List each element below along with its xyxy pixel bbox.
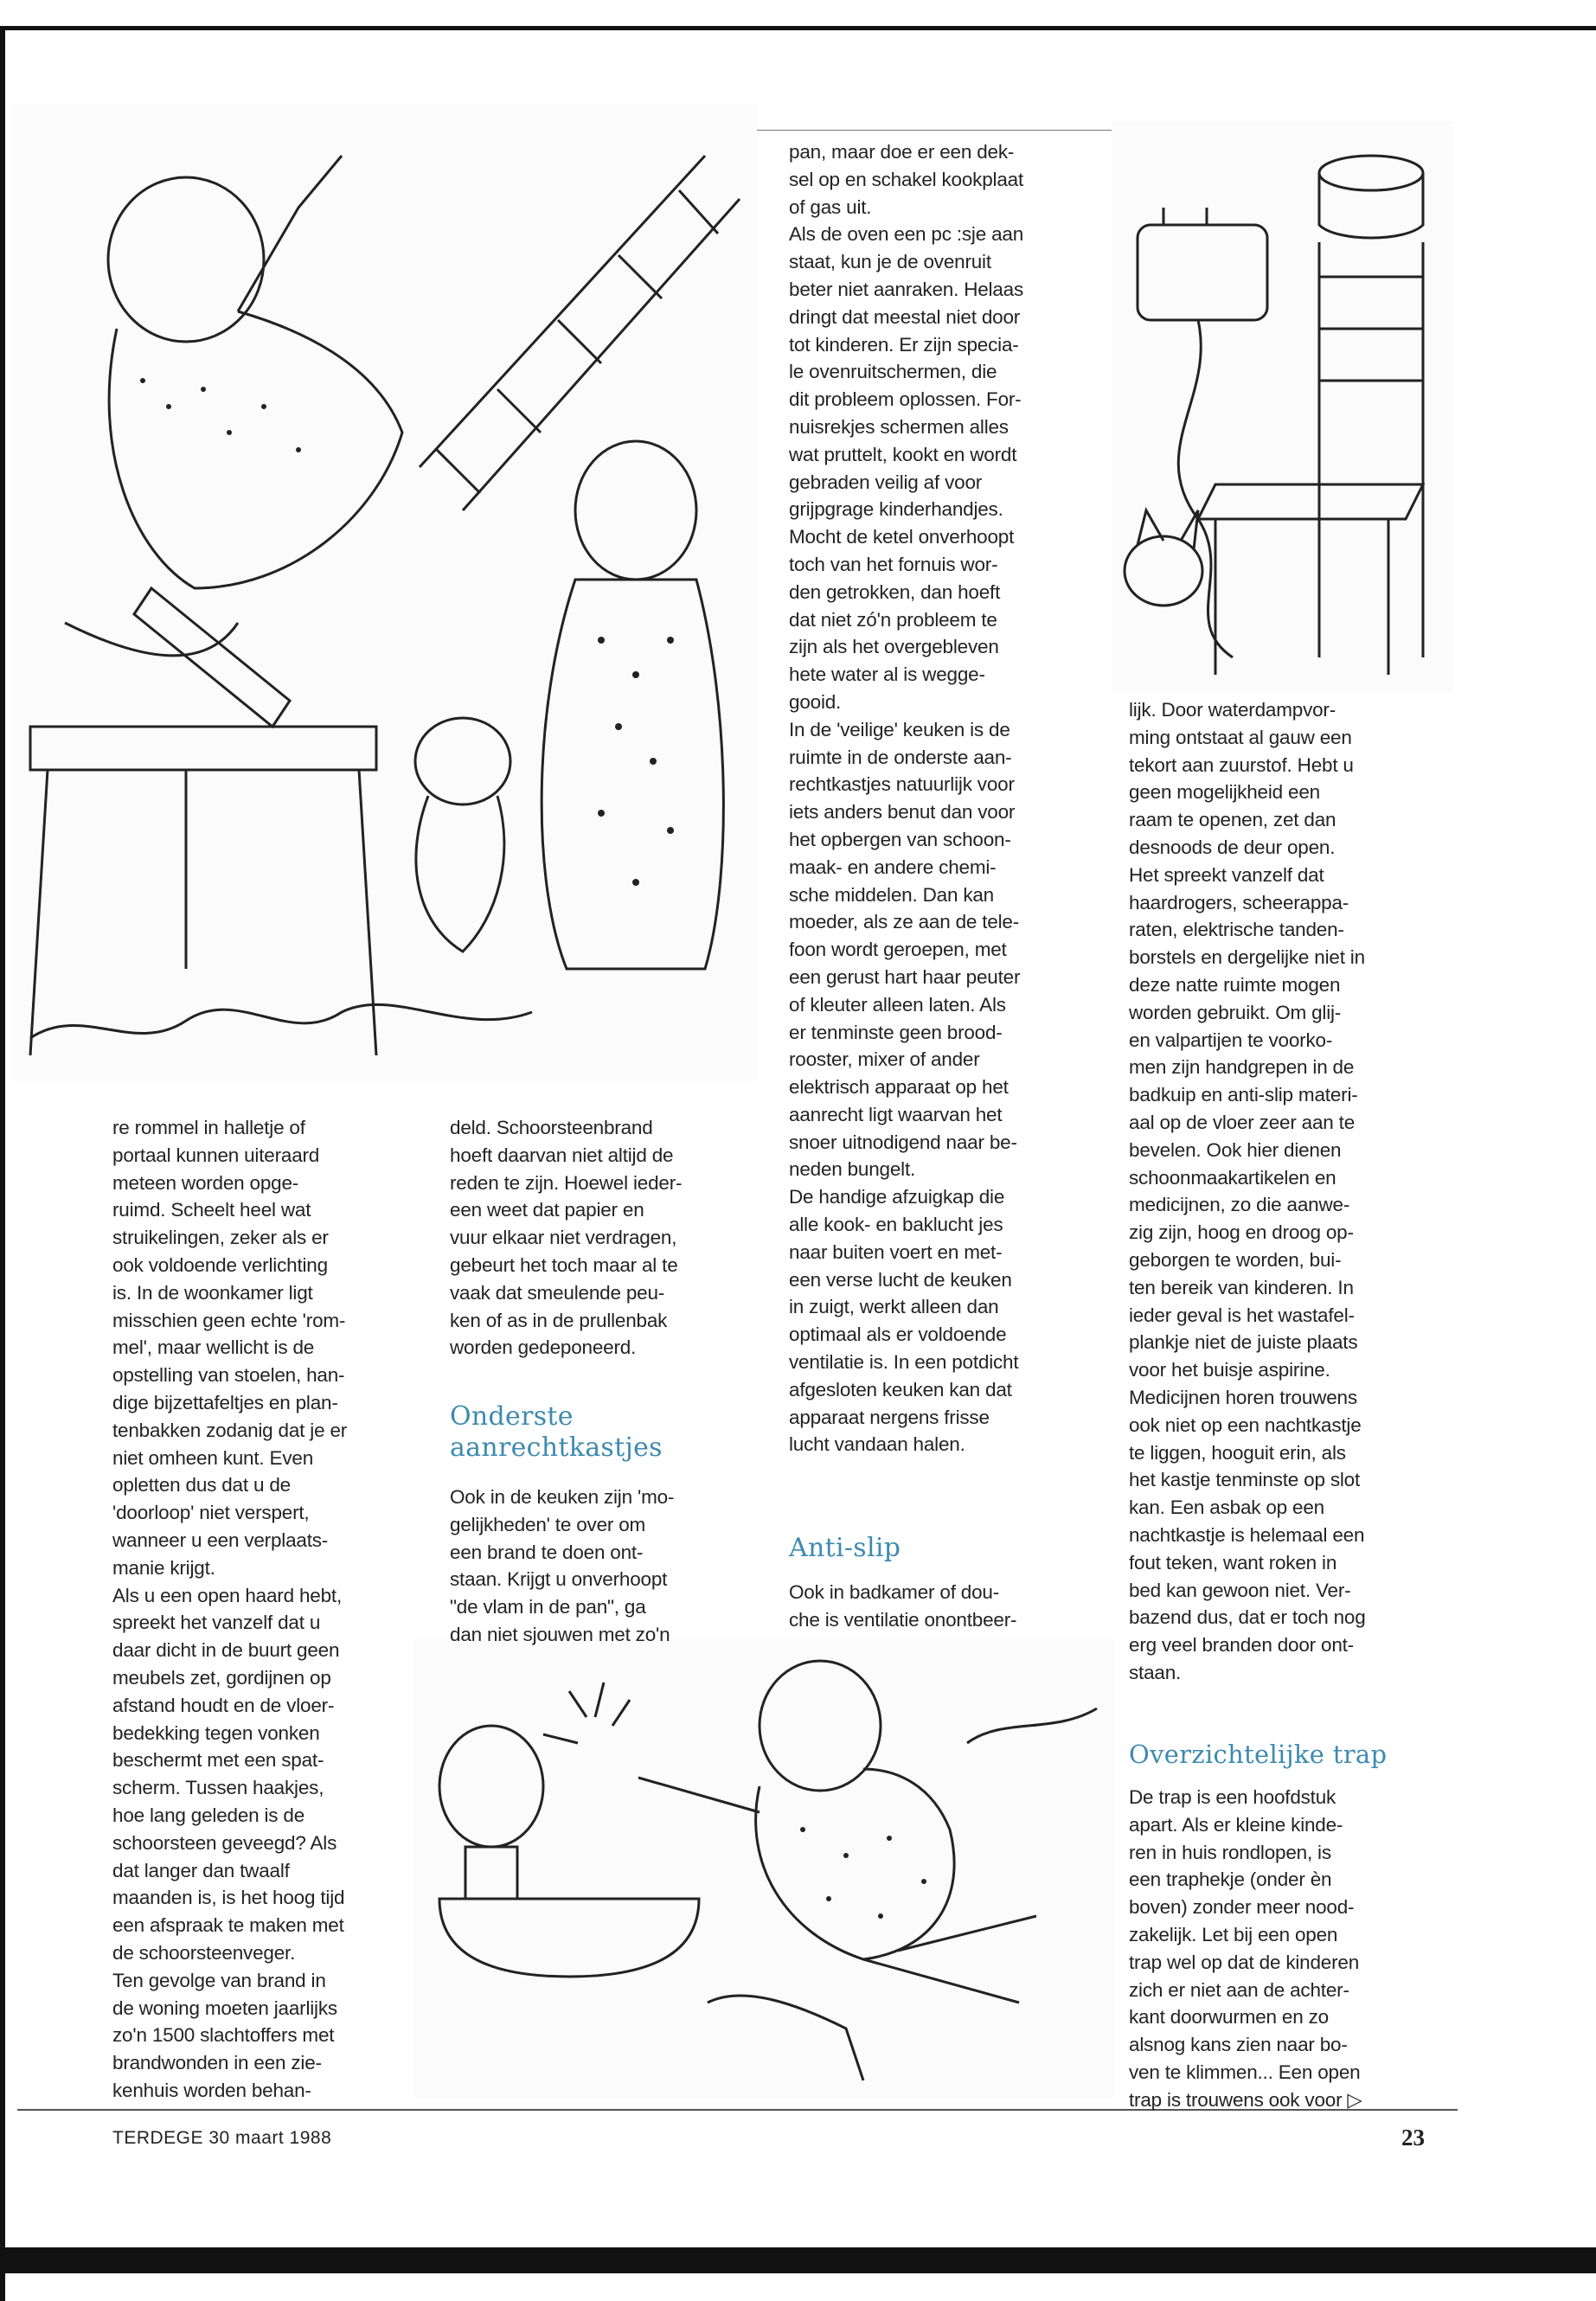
column-4-text-b: De trap is een hoofdstuk apart. Als er kleine kinde- ren in huis rondlopen, is een traphekje (onder èn boven) zonder meer nood- zakelijk. Let bij een open trap wel op dat de kinderen zich er niet aan de achter- kant doorwurmen en zo alsnog kans zien naar bo- ven te klimmen... Een open trap is trouwens ook voor ▷ — [1129, 1786, 1362, 2111]
column-3-bottom — [789, 1579, 1113, 1634]
heading-onderste-aanrechtkastjes: Onderste aanrechtkastjes — [450, 1401, 663, 1463]
publication-line: TERDEGE 30 maart 1988 — [112, 2128, 332, 2148]
heading-anti-slip: Anti-slip — [789, 1533, 901, 1563]
column-2-text-a: deld. Schoorsteenbrand hoeft daarvan niet altijd de reden te zijn. Hoewel ieder- een weet dat papier en vuur elkaar niet verdragen, gebeurt het toch maar al te vaak dat smeulende peu- ken of as in de prullenbak worden gedeponeerd. — [450, 1117, 683, 1359]
bathroom-illustration — [413, 1639, 1114, 2098]
kitchen-illustration — [1112, 121, 1453, 692]
column-4-text-a: lijk. Door waterdampvor- ming ontstaat al gauw een tekort aan zuurstof. Hebt u geen mogelijkheid een raam te openen, zet dan desnoods de deur open. Het spreekt vanzelf dat haardrogers, scheerappa- raten, elektrische tanden- borstels en dergelijke niet in deze natte ruimte mogen worden gebruikt. Om glij- en valpartijen te voorko- men zijn handgrepen in de badkuip en anti-slip materi- aal op de vloer zeer aan te bevelen. Ook hier dienen schoonmaakartikelen en medicijnen, zo die aanwe- zig zijn, hoog en droog op- geborgen te worden, bui- ten bereik van kinderen. In ieder geval is het wastafel- plankje niet de juiste plaats voor het buisje aspirine. Medicijnen horen trouwens ook niet op een nachtkastje te liggen, hooguit erin, als het kastje tenminste op slot kan. Een asbak op een nachtkastje is helemaal een fout teken, want roken in bed kan gewoon niet. Ver- bazend dus, dat er toch nog erg veel branden door ont- staan. — [1129, 699, 1366, 1683]
column-3-text-a: pan, maar doe er een dek- sel op en schakel kookplaat of gas uit. Als de oven een pc :sje aan staat, kun je de ovenruit beter niet aanraken. Helaas dringt dat meestal niet door tot kinderen. Er zijn specia- le ovenruitschermen, die dit probleem oplossen. For- nuisrekjes schermen alles wat pruttelt, kookt en wordt gebraden veilig af voor grijpgrage kinderhandjes. Mocht de ketel onverhoopt toch van het fornuis wor- den getrokken, dan hoeft dat niet zó'n probleem te zijn als het overgebleven hete water al is wegge- gooid. In de 'veilige' keuken is de ruimte in de onderste aan- rechtkastjes natuurlijk voor iets anders benut dan voor het opbergen van schoon- maak- en andere chemi- sche middelen. Dan kan moeder, als ze aan de tele- foon wordt geroepen, met een gerust hart haar peuter of kleuter alleen laten. Als er tenminste geen brood- rooster, mixer of ander elektrisch apparaat op het aanrecht ligt waarvan het snoer uitnodigend naar be- neden bungelt. De handige afzuigkap die alle kook- en baklucht jes naar buiten voert en met- een verse lucht de keuken in zuigt, werkt alleen dan optimaal als er voldoende ventilatie is. In een potdicht afgesloten keuken kan dat apparaat nergens frisse lucht vandaan halen. — [789, 141, 1024, 1456]
column-3-top — [789, 138, 1113, 1458]
page-number: 23 — [1401, 2125, 1425, 2150]
bottom-band — [0, 2247, 1596, 2273]
column-2-top — [450, 1114, 757, 1362]
column-4-bottom — [1129, 1784, 1453, 2114]
column-2-text-b: Ook in de keuken zijn 'mo- gelijkheden' te over om een brand te doen ont- staan. Krijgt u onverhoopt "de vlam in de pan", ga dan niet sjouwen met zo'n — [450, 1486, 675, 1645]
column-2-bottom — [450, 1484, 757, 1649]
kitchen-drawing — [1112, 121, 1453, 692]
column-4-top — [1129, 696, 1453, 1687]
bathroom-drawing — [413, 1639, 1114, 2098]
top-border — [0, 26, 1596, 30]
heading-overzichtelijke-trap: Overzichtelijke trap — [1129, 1740, 1388, 1769]
workshop-drawing — [13, 104, 757, 1081]
workshop-illustration — [13, 104, 757, 1081]
column-1 — [112, 1114, 420, 2105]
column-1-text: re rommel in halletje of portaal kunnen uiteraard meteen worden opge- ruimd. Scheelt heel wat struikelingen, zeker als er ook voldoende verlichting is. In de woonkamer ligt misschien geen echte 'rom- mel', maar wellicht is de opstelling van stoelen, han- dige bijzettafeltjes en plan- tenbakken zodanig dat je er niet omheen kunt. Even opletten dus dat u de 'doorloop' niet verspert, wanneer u een verplaats- manie krijgt. Als u een open haard hebt, spreekt het vanzelf dat u daar dicht in de buurt geen meubels zet, gordijnen op afstand houdt en de vloer- bedekking tegen vonken beschermt met een spat- scherm. Tussen haakjes, hoe lang geleden is de schoorsteen geveegd? Als dat langer dan twaalf maanden is, is het hoog tijd een afspraak te maken met de schoorsteenveger. Ten gevolge van brand in de woning moeten jaarlijks zo'n 1500 slachtoffers met brandwonden in een zie- kenhuis worden behan- — [112, 1117, 348, 2101]
left-border — [0, 26, 5, 2301]
column-3-text-b: Ook in badkamer of dou- che is ventilatie onontbeer- — [789, 1581, 1017, 1631]
